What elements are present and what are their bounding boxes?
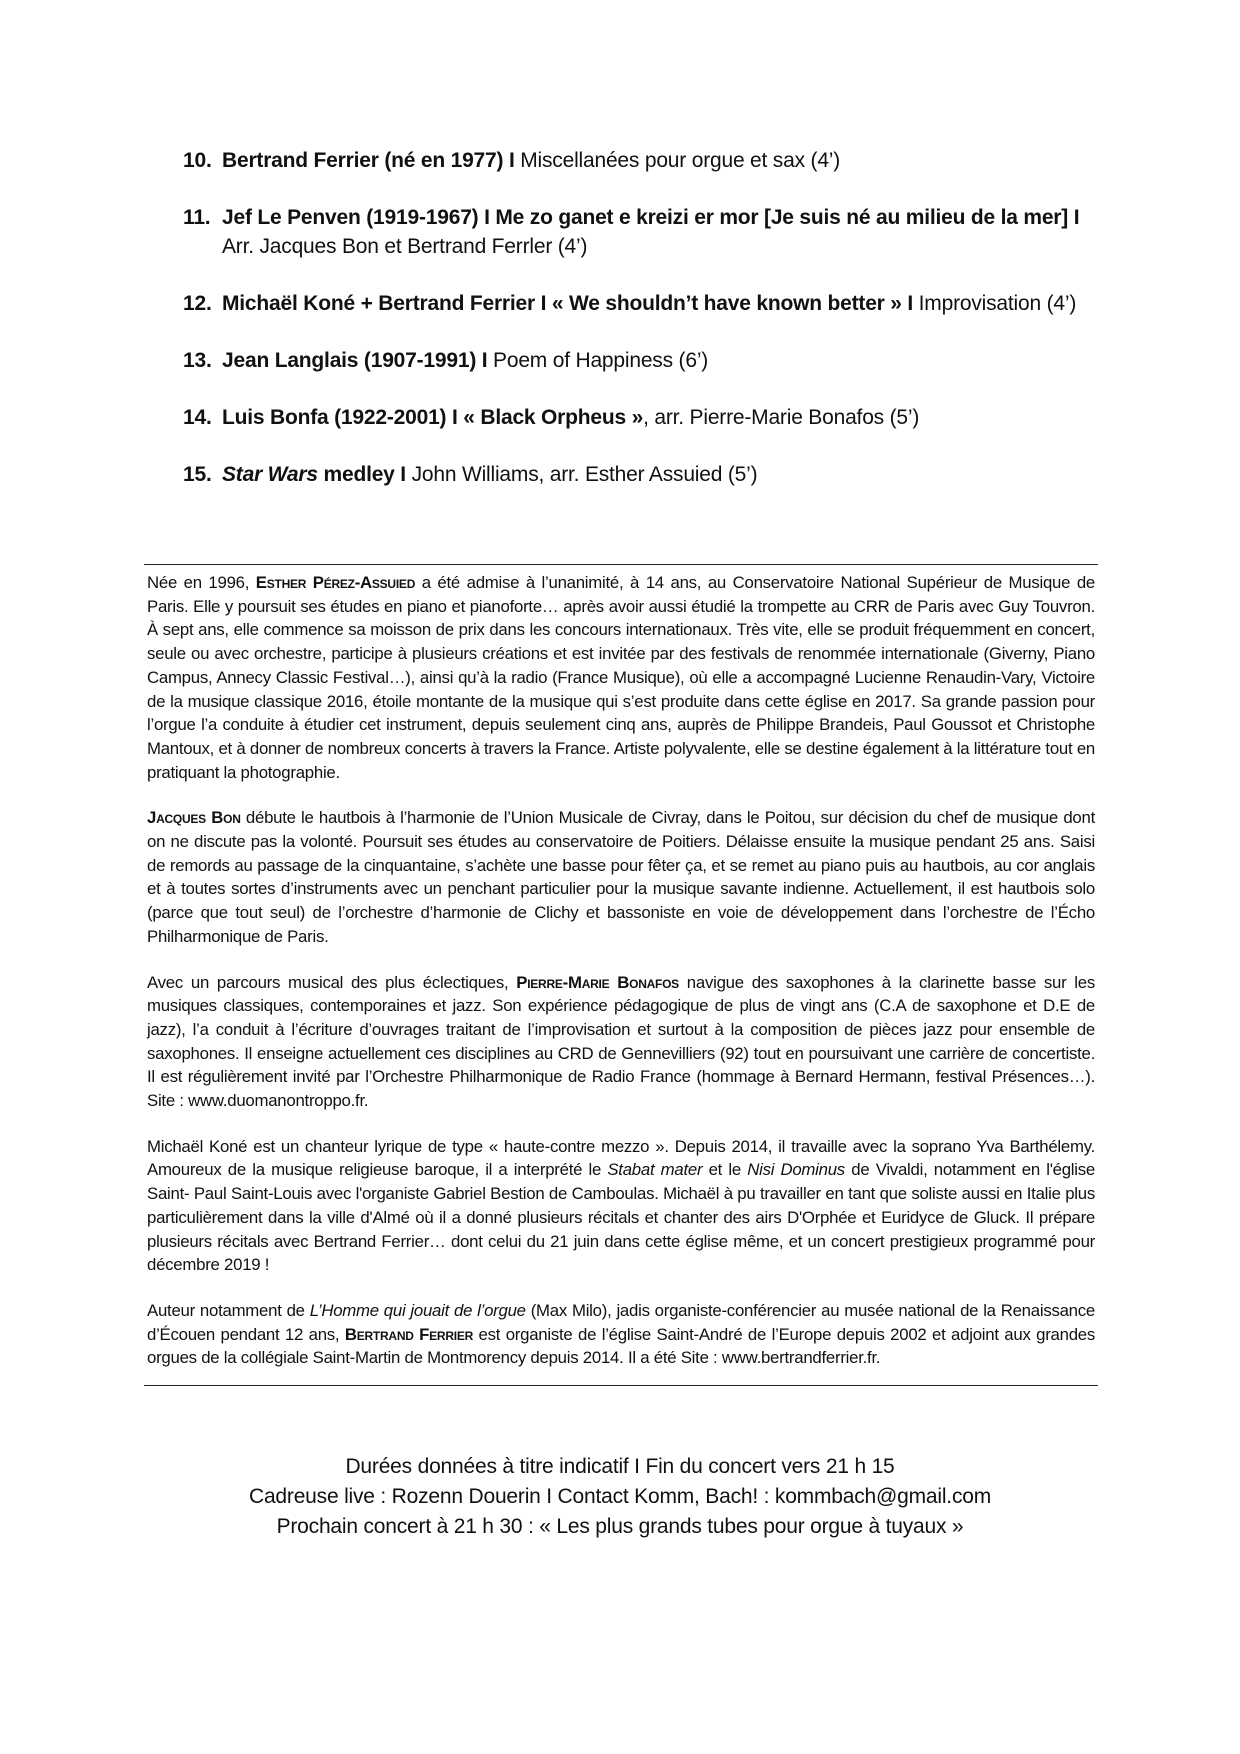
program-item-composer: Luis Bonfa (1922-2001) I « Black Orpheus » <box>222 406 644 429</box>
program-item-composer: Jef Le Penven (1919-1967) I Me zo ganet e kreizi er mor [Je suis né au milieu de la mer] I <box>222 206 1080 229</box>
program-item-number: 15. <box>183 463 212 486</box>
bio-esther-perez-assuied <box>147 571 1095 784</box>
bio-section-bottom-rule <box>144 1385 1098 1386</box>
bio-text: est organiste de l’église Saint-André de l’Europe depuis 2002 et adjoint aux grandes orgues de la collégiale Saint-Martin de Montmorency depuis 2014. Il a été Site : www.bertrandferrier.fr. <box>147 1324 1096 1368</box>
program-item-work: Improvisation (4’) <box>913 292 1077 315</box>
program-item <box>183 289 1103 318</box>
bio-work-title: Stabat mater <box>607 1160 703 1180</box>
bio-artist-name: Bertrand Ferrier <box>344 1324 474 1344</box>
bio-text: de Vivaldi, notamment en l'église Saint- Paul Saint-Louis avec l'organiste Gabriel Bestion de Camboulas. Michaël à pu travailler en tant que soliste aussi en Italie plus particulièrement dans la ville d'Almé où il a donné plusieurs récitals et chanter des airs D'Orphée et Euridyce de Gluck. Il prépare plusieurs récitals avec Bertrand Ferrier… dont celui du 21 juin dans cette église même, et un concert prestigieux programmé pour décembre 2019 ! <box>147 1160 1095 1275</box>
footer-contact-line: Cadreuse live : Rozenn Douerin I Contact Komm, Bach! : kommbach@gmail.com <box>248 1485 992 1508</box>
program-item-number: 11. <box>183 206 211 229</box>
program-item-composer: Jean Langlais (1907-1991) I <box>222 349 488 372</box>
bio-text: Née en 1996, <box>147 573 256 592</box>
program-item-composer: Bertrand Ferrier (né en 1977) I <box>222 149 515 172</box>
footer-duration-note: Durées données à titre indicatif I Fin du concert vers 21 h 15 <box>345 1455 895 1478</box>
program-item-number: 14. <box>183 406 212 429</box>
bio-text: Michaël Koné est un chanteur lyrique de type « haute-contre mezzo ». Depuis 2014, il travaille avec la soprano Yva Barthélemy. Amoureux de la musique religieuse baroque, il a interprété le <box>147 1136 1095 1180</box>
bio-text: navigue des saxophones à la clarinette basse sur les musiques classiques, contemporaines et jazz. Son expérience pédagogique de plus de vingt ans (C.A de saxophone et D.E de jazz), l’a conduit à l’écriture d’ouvrages traitant de l’improvisation et surtout à la composition de pièces jazz pour ensemble de saxophones. Il enseigne actuellement ces disciplines au CRD de Gennevilliers (92) tout en poursuivant une carrière de concertiste. Il est régulièrement invité par l’Orchestre Philharmonique de Radio France (hommage à Bernard Hermann, festival Présences…). Site : www.duomanontroppo.fr. <box>147 972 1095 1111</box>
biographies-section <box>147 571 1095 1370</box>
program-item-composer: Michaël Koné + Bertrand Ferrier I « We shouldn’t have known better » I <box>222 292 914 315</box>
bio-work-title: Nisi Dominus <box>747 1160 845 1180</box>
bio-section-top-rule <box>144 564 1098 565</box>
bio-text: (Max Milo), jadis organiste-conférencier au musée national de la Renaissance d’Écouen pendant 12 ans, <box>147 1300 1095 1344</box>
bio-bertrand-ferrier <box>147 1299 1095 1370</box>
program-item-work: John Williams, arr. Esther Assuied (5’) <box>405 463 758 486</box>
bio-text: Avec un parcours musical des plus éclectiques, <box>147 972 517 992</box>
program-item <box>183 403 1103 432</box>
bio-pierre-marie-bonafos <box>147 971 1095 1113</box>
concert-program-list <box>183 146 1103 517</box>
program-item <box>183 460 1103 489</box>
bio-michael-kone <box>147 1135 1095 1277</box>
footer-next-concert: Prochain concert à 21 h 30 : « Les plus grands tubes pour orgue à tuyaux » <box>276 1515 964 1538</box>
bio-artist-name: Jacques Bon <box>147 808 241 828</box>
program-item-number: 10. <box>183 149 212 172</box>
program-item-work: Miscellanées pour orgue et sax (4’) <box>514 149 841 172</box>
program-item <box>183 346 1103 375</box>
program-item <box>183 146 1103 175</box>
program-item-work: , arr. Pierre-Marie Bonafos (5’) <box>643 406 920 429</box>
bio-text: et le <box>702 1160 748 1180</box>
bio-artist-name: Esther Pérez-Assuied <box>255 573 416 592</box>
program-item <box>183 203 1103 261</box>
program-item-composer: medley I <box>317 463 406 486</box>
bio-text: a été admise à l’unanimité, à 14 ans, au Conservatoire National Supérieur de Musique de Paris. Elle y poursuit ses études en piano et pianoforte… après avoir aussi étudié la trompette au CRR de Paris avec Guy Touvron. À sept ans, elle commence sa moisson de prix dans les concours internationaux. Très vite, elle se produit fréquemment en concert, seule ou avec orchestre, participe à plusieurs créations et est invitée par des festivals de renommée internationale (Giverny, Piano Campus, Annecy Classic Festival…), ainsi qu’à la radio (France Musique), où elle a accompagné Lucienne Renaudin-Vary, Victoire de la musique classique 2016, étoile montante de la musique qui s’est produite dans cette église en 2017. Sa grande passion pour l’orgue l’a conduite à étudier cet instrument, depuis seulement cinq ans, auprès de Philippe Brandeis, Paul Goussot et Christophe Mantoux, et à donner de nombreux concerts à travers la France. Artiste polyvalente, elle se destine également à la littérature tout en pratiquant la photographie. <box>147 573 1095 782</box>
concert-footer <box>120 1452 1120 1542</box>
bio-jacques-bon <box>147 806 1095 948</box>
bio-text: Auteur notamment de <box>147 1300 310 1320</box>
bio-text: débute le hautbois à l’harmonie de l’Union Musicale de Civray, dans le Poitou, sur décision du chef de musique dont on ne discute pas la volonté. Poursuit ses études au conservatoire de Poitiers. Délaisse ensuite la musique pendant 25 ans. Saisi de remords au passage de la cinquantaine, s’achète une basse pour fêter ça, et se remet au piano puis au hautbois, au cor anglais et à toutes sortes d’instruments avec un penchant particulier pour la musique savante indienne. Actuellement, il est hautbois solo (parce que tout seul) de l’orchestre d’harmonie de Clichy et bassoniste en voie de développement dans l’orchestre de l’Écho Philharmonique de Paris. <box>147 808 1095 946</box>
program-item-title: Star Wars <box>222 463 318 486</box>
bio-book-title: L’Homme qui jouait de l’orgue <box>309 1300 526 1320</box>
bio-artist-name: Pierre-Marie Bonafos <box>516 972 679 992</box>
program-item-number: 12. <box>183 292 212 315</box>
program-item-work: Arr. Jacques Bon et Bertrand Ferrler (4’) <box>222 235 588 258</box>
program-item-work: Poem of Happiness (6’) <box>487 349 709 372</box>
program-item-number: 13. <box>183 349 212 372</box>
